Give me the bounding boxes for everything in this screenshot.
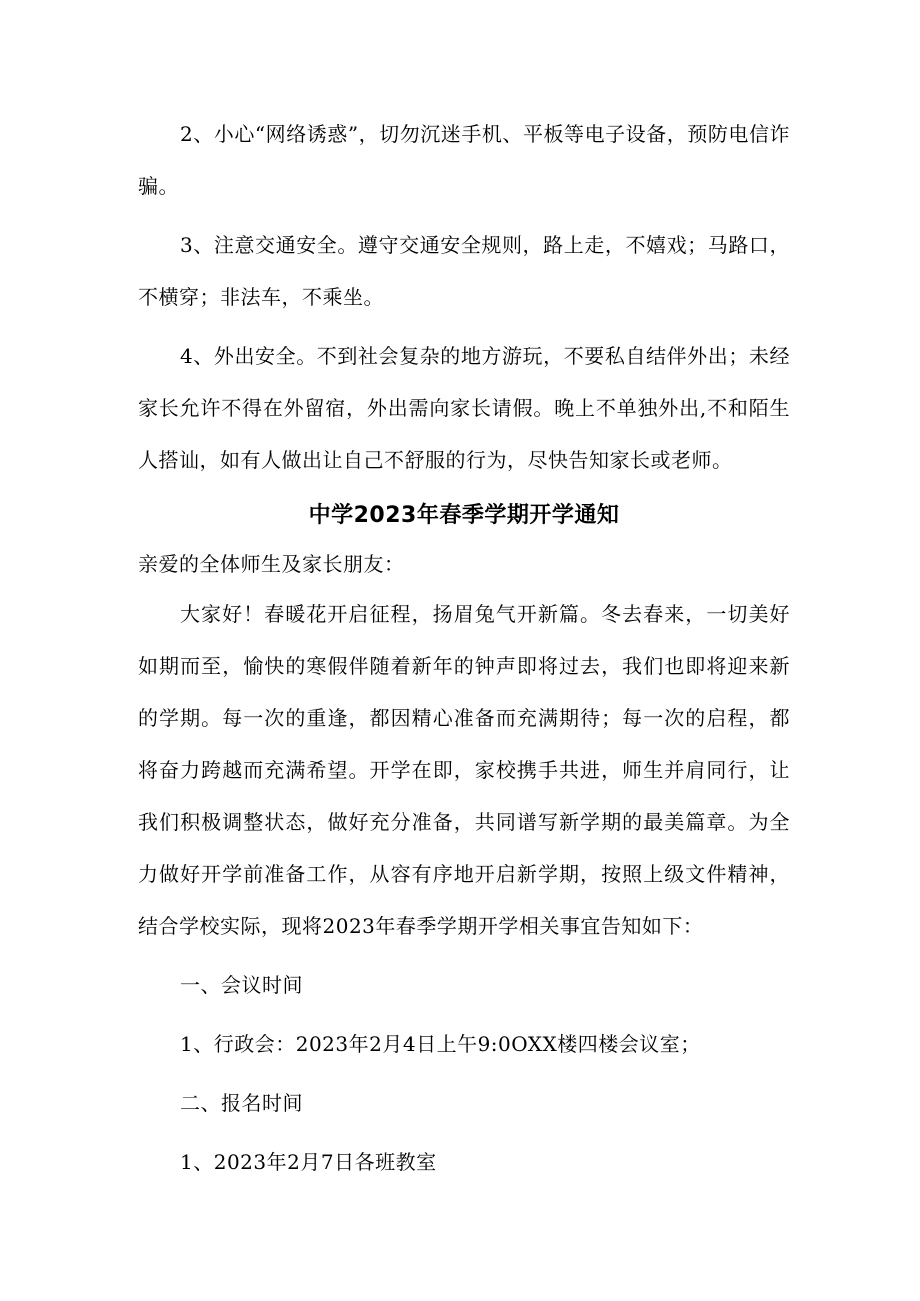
section-2-item-1: 1、2023年2月7日各班教室 [180,1150,437,1174]
notice-title: 中学2023年春季学期开学通知 [308,503,620,528]
document-page [138,108,790,1188]
section-1-heading: 一、会议时间 [180,973,303,997]
notice-salutation: 亲爱的全体师生及家长朋友： [138,552,405,576]
section-2-heading: 二、报名时间 [180,1091,303,1115]
notice-body: 大家好！春暖花开启征程，扬眉兔气开新篇。冬去春来，一切美好如期而至，愉快的寒假伴随着新年的钟声即将过去，我们也即将迎来新的学期。每一次的重逢，都因精心准备而充满期待；每一次的启程，都将奋力跨越而充满希望。开学在即，家校携手共进，师生并肩同行，让我们积极调整状态，做好充分准备，共同谱写新学期的最美篇章。为全力做好开学前准备工作，从容有序地开启新学期，按照上级文件精神，结合学校实际，现将2023年春季学期开学相关事宜告知如下： [138,602,790,938]
section-1-item-1: 1、行政会：2023年2月4日上午9:0OXX楼四楼会议室； [180,1032,701,1056]
safety-item-3: 3、注意交通安全。遵守交通安全规则，路上走，不嬉戏；马路口，不横穿；非法车，不乘坐。 [138,233,790,309]
safety-item-4: 4、外出安全。不到社会复杂的地方游玩，不要私自结伴外出；未经家长允许不得在外留宿，外出需向家长请假。晚上不单独外出,不和陌生人搭讪，如有人做出让自己不舒服的行为，尽快告知家长或老师。 [138,344,790,472]
safety-item-2: 2、小心“网络诱惑”，切勿沉迷手机、平板等电子设备，预防电信诈骗。 [138,122,790,198]
